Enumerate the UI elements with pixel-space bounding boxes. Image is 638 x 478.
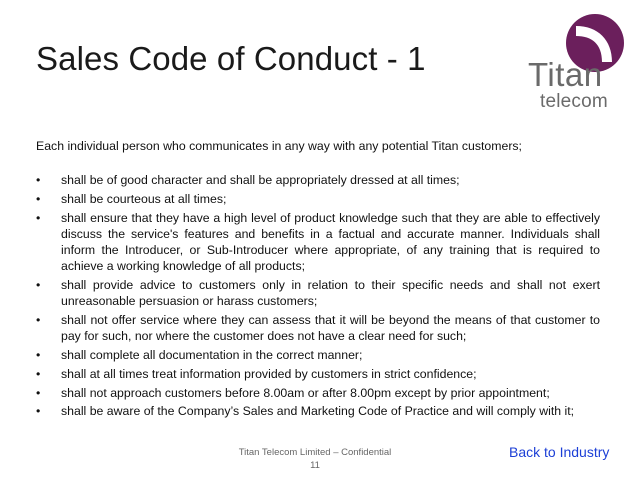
list-item-text: shall be courteous at all times; bbox=[61, 191, 227, 206]
conduct-bullet-list bbox=[36, 172, 600, 422]
bullet-icon: • bbox=[36, 173, 41, 187]
list-item-text: shall ensure that they have a high level of product knowledge such that they are able to effectively discuss the service's features and benefits in a factual and accurate manner. Individuals shall inform the Introducer, or Sub-Introducer where appropriate, of any training that is required to achieve a working knowledge of all products; bbox=[61, 210, 600, 274]
bullet-icon: • bbox=[36, 404, 41, 419]
list-item bbox=[36, 210, 600, 275]
list-item-text: shall be aware of the Company’s Sales and Marketing Code of Practice and will comply with it; bbox=[61, 404, 575, 419]
list-item-text: shall provide advice to customers only in relation to their specific needs and shall not exert unreasonable persuasion or harass customers; bbox=[61, 278, 600, 309]
list-item-text: shall complete all documentation in the correct manner; bbox=[61, 348, 363, 362]
list-item bbox=[36, 347, 600, 363]
logo-wordmark: Titan bbox=[528, 56, 603, 93]
intro-text: Each individual person who communicates in any way with any potential Titan customers; bbox=[36, 139, 522, 153]
slide-title: Sales Code of Conduct - 1 bbox=[36, 40, 426, 77]
list-item bbox=[36, 191, 600, 207]
list-item-text: shall not approach customers before 8.00am or after 8.00pm except by prior appointment; bbox=[61, 385, 550, 400]
page-number: 11 bbox=[310, 460, 320, 471]
list-item-text: shall at all times treat information provided by customers in strict confidence; bbox=[61, 366, 477, 381]
bullet-icon: • bbox=[36, 313, 41, 327]
footer-company: Titan Telecom Limited – Confidential bbox=[238, 447, 392, 458]
list-item bbox=[36, 403, 600, 419]
bullet-icon: • bbox=[36, 366, 41, 381]
bullet-icon: • bbox=[36, 210, 41, 225]
bullet-icon: • bbox=[36, 278, 41, 292]
back-to-industry-link[interactable]: Back to Industry bbox=[509, 444, 610, 460]
list-item-text: shall not offer service where they can assess that it will be beyond the means of that customer to pay for such, nor where the customer does not have a clear need for such; bbox=[61, 313, 600, 344]
bullet-icon: • bbox=[36, 348, 41, 362]
list-item bbox=[36, 312, 600, 344]
list-item bbox=[36, 385, 600, 401]
bullet-icon: • bbox=[36, 385, 41, 400]
list-item bbox=[36, 172, 600, 188]
slide-footer bbox=[210, 446, 420, 472]
list-item bbox=[36, 366, 600, 382]
logo-subtitle: telecom bbox=[540, 91, 608, 112]
bullet-icon: • bbox=[36, 191, 41, 206]
list-item bbox=[36, 277, 600, 309]
titan-telecom-logo bbox=[522, 14, 622, 114]
list-item-text: shall be of good character and shall be appropriately dressed at all times; bbox=[61, 173, 460, 187]
